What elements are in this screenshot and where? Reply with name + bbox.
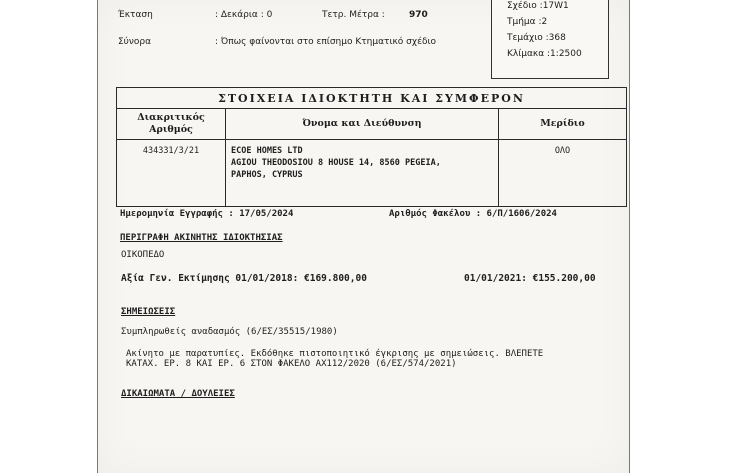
property-type: ΟΙΚΟΠΕΔΟ bbox=[121, 250, 165, 260]
block-ref: Τμήμα :2 bbox=[507, 17, 548, 27]
owner-share-cell: ΟΛΟ bbox=[499, 140, 627, 207]
registration-date: Ημερομηνία Εγγραφής : 17/05/2024 bbox=[120, 209, 294, 219]
owner-address-line2: PAPHOS, CYPRUS bbox=[231, 170, 303, 180]
property-description-heading: ΠΕΡΙΓΡΑΦΗ ΑΚΙΝΗΤΗΣ ΙΔΙΟΚΤΗΣΙΑΣ bbox=[120, 233, 283, 243]
share-column-header: Μερίδιο bbox=[499, 109, 627, 140]
valuation-2018: Αξία Γεν. Εκτίμησης 01/01/2018: €169.800,00 bbox=[121, 273, 367, 284]
owner-id-cell: 434331/3/21 bbox=[117, 140, 226, 207]
notes-line2: Ακίνητο με παρατυπίες. Εκδόθηκε πιστοποιητικό έγκρισης με σημειώσεις. ΒΛΕΠΕΤΕ bbox=[126, 349, 544, 359]
boundaries-label: Σύνορα bbox=[118, 37, 152, 47]
plot-ref: Τεμάχιο :368 bbox=[507, 33, 566, 43]
notes-heading: ΣΗΜΕΙΩΣΕΙΣ bbox=[121, 307, 176, 317]
sheet-ref: Σχέδιο :17W1 bbox=[507, 1, 569, 11]
id-column-header bbox=[117, 109, 226, 140]
scale-ref: Κλίμακα :1:2500 bbox=[507, 49, 582, 59]
area-decares: : Δεκάρια : 0 bbox=[215, 10, 273, 20]
boundaries-value: : Όπως φαίνονται στο επίσημο Κτηματικό σχέδιο bbox=[215, 37, 437, 47]
owner-table bbox=[116, 87, 627, 207]
owner-table-title: ΣΤΟΙΧΕΙΑ ΙΔΙΟΚΤΗΤΗ ΚΑΙ ΣΥΜΦΕΡΟΝ bbox=[117, 88, 627, 109]
name-column-header: Όνομα και Διεύθυνση bbox=[226, 109, 499, 140]
area-label: Έκταση bbox=[118, 10, 153, 20]
id-header-line2: Αριθμός bbox=[149, 124, 193, 135]
id-header-line1: Διακριτικός bbox=[137, 112, 205, 123]
valuation-2021: 01/01/2021: €155.200,00 bbox=[464, 273, 596, 284]
area-sqm-value: 970 bbox=[409, 10, 428, 20]
notes-line1: Συμπληρωθείς αναδασμός (6/ΕΣ/35515/1980) bbox=[121, 327, 338, 337]
table-row bbox=[117, 140, 627, 207]
rights-heading: ΔΙΚΑΙΩΜΑΤΑ / ΔΟΥΛΕΙΕΣ bbox=[121, 389, 235, 399]
file-number: Αριθμός Φακέλου : 6/Π/1606/2024 bbox=[389, 209, 557, 219]
area-sqm-label: Τετρ. Μέτρα : bbox=[322, 10, 385, 20]
owner-address-line1: AGIOU THEODOSIOU 8 HOUSE 14, 8560 PEGEIA, bbox=[231, 158, 441, 168]
owner-name: ECOE HOMES LTD bbox=[231, 146, 303, 156]
plot-reference-box bbox=[491, 0, 609, 79]
notes-line3: ΚΑΤΑΧ. ΕΡ. 8 ΚΑΙ ΕΡ. 6 ΣΤΟΝ ΦΑΚΕΛΟ ΑΧ112/2020 (6/ΕΣ/574/2021) bbox=[126, 359, 457, 369]
owner-name-cell bbox=[226, 140, 499, 207]
